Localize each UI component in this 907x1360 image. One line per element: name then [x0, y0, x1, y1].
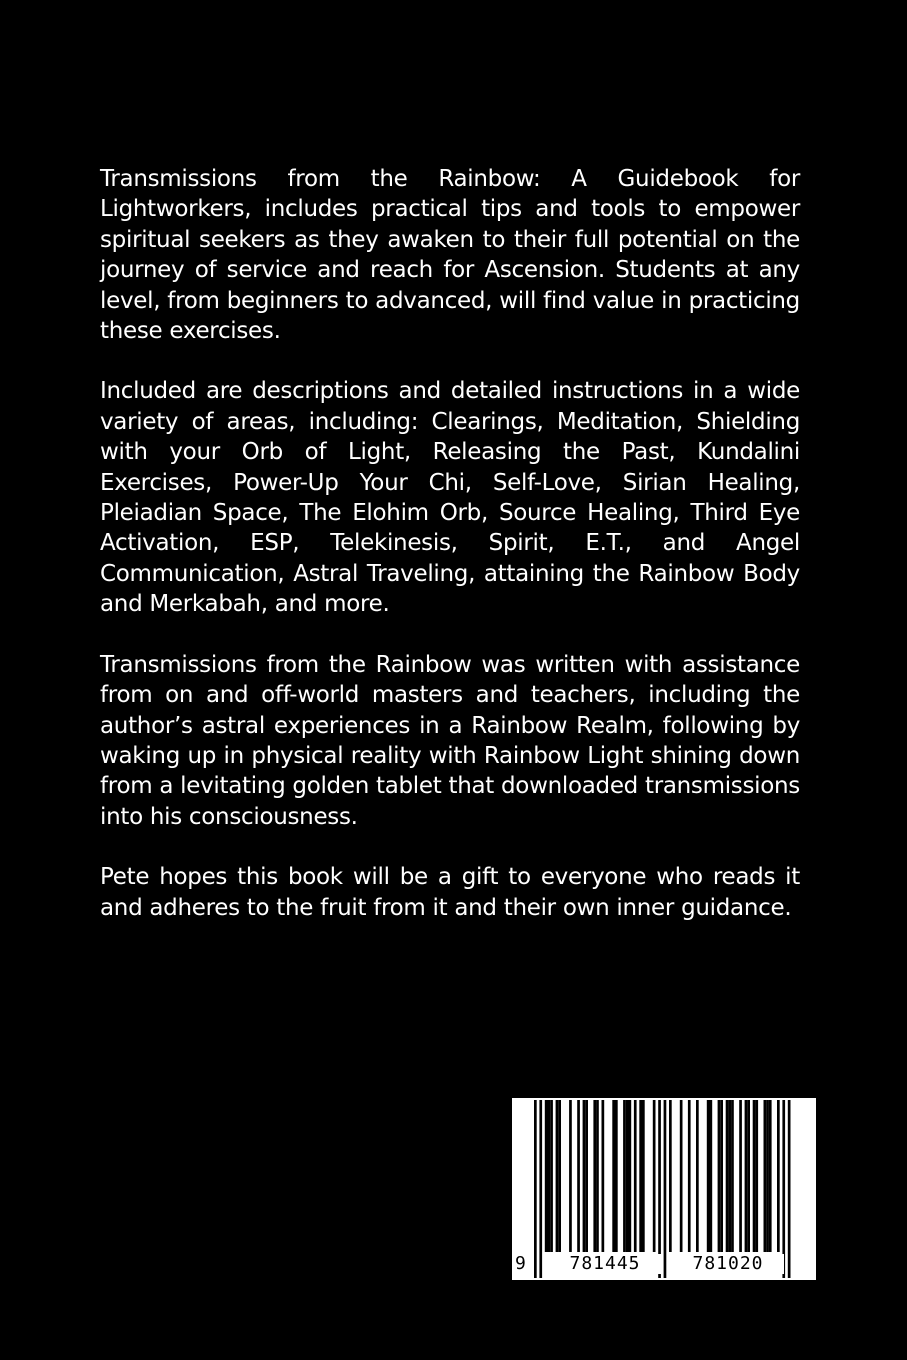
- barcode-bar: [745, 1100, 748, 1252]
- barcode-bar: [545, 1100, 548, 1252]
- isbn-barcode: [512, 1098, 816, 1280]
- barcode-bar: [728, 1100, 731, 1252]
- barcode-bar: [602, 1100, 605, 1252]
- barcode-bar: [558, 1100, 561, 1252]
- barcode-bar: [548, 1100, 551, 1252]
- barcode-bar: [539, 1100, 542, 1278]
- barcode-bar: [766, 1100, 769, 1252]
- barcode-bar: [764, 1100, 767, 1252]
- barcode-bar: [593, 1100, 596, 1252]
- barcode-bar: [688, 1100, 691, 1252]
- barcode-bar: [569, 1100, 572, 1252]
- blurb-paragraph-4: Pete hopes this book will be a gift to everyone who reads it and adheres to the fruit from it and their own inner guidance.: [100, 864, 800, 921]
- barcode-bar: [726, 1100, 729, 1252]
- barcode-bar: [769, 1100, 772, 1252]
- barcode-bar: [629, 1100, 632, 1252]
- barcode-bar: [788, 1100, 791, 1278]
- barcode-bar: [747, 1100, 750, 1252]
- blurb-paragraph-1: Transmissions from the Rainbow: A Guidebook for Lightworkers, includes practical tips and tools to empower spiritual seekers as they awaken to their full potential on the journey of service and reach for Ascension. Students at any level, from beginners to advanced, will find value in practicing these exercises.: [100, 166, 800, 345]
- barcode-first-digit: 9: [515, 1253, 526, 1274]
- barcode-bar: [710, 1100, 713, 1252]
- barcode-right-digits: 781020: [672, 1254, 784, 1274]
- barcode-bar: [664, 1100, 667, 1278]
- barcode-bar: [707, 1100, 710, 1252]
- barcode-bar: [550, 1100, 553, 1252]
- blurb-paragraph-3: Transmissions from the Rainbow was written with assistance from on and off-world masters and teachers, including the author’s astral experiences in a Rainbow Realm, following by waking up in physical reality with Rainbow Light shining down from a levitating golden tablet that downloaded transmissions into his consciousness.: [100, 651, 800, 830]
- barcode-bar: [658, 1100, 661, 1278]
- barcode-bar: [626, 1100, 629, 1252]
- barcode-bar: [583, 1100, 586, 1252]
- blurb-text: [100, 164, 800, 953]
- barcode-bar: [534, 1100, 537, 1278]
- barcode-bar: [596, 1100, 599, 1252]
- barcode-bar: [585, 1100, 588, 1252]
- barcode-bar: [669, 1100, 672, 1252]
- barcode-bar: [696, 1100, 699, 1252]
- barcode-bar: [739, 1100, 742, 1252]
- barcode-bar: [556, 1100, 559, 1252]
- barcode-bars: [512, 1098, 816, 1280]
- barcode-bar: [753, 1100, 756, 1252]
- barcode-bar: [680, 1100, 683, 1252]
- barcode-bar: [577, 1100, 580, 1252]
- barcode-bar: [653, 1100, 656, 1252]
- barcode-bar: [612, 1100, 615, 1252]
- barcode-bar: [777, 1100, 780, 1252]
- barcode-left-digits: 781445: [549, 1254, 661, 1274]
- barcode-bar: [642, 1100, 645, 1252]
- blurb-paragraph-2: Included are descriptions and detailed instructions in a wide variety of areas, including: Clearings, Meditation, Shielding with your Orb of Light, Releasing the Past, Kundalini Exercises, Power-Up Your Chi, Self-Love, Sirian Healing, Pleiadian Space, The Elohim Orb, Source Healing, Third Eye Activation, ESP, Telekinesis, Spirit, E.T., and Angel Communication, Astral Traveling, attaining the Rainbow Body and Merkabah, and more.: [100, 378, 800, 618]
- barcode-bar: [755, 1100, 758, 1252]
- barcode-bar: [718, 1100, 721, 1252]
- barcode-bar: [731, 1100, 734, 1252]
- barcode-bar: [623, 1100, 626, 1252]
- barcode-bar: [615, 1100, 618, 1252]
- barcode-bar: [720, 1100, 723, 1252]
- barcode-bar: [639, 1100, 642, 1252]
- barcode-bar: [634, 1100, 637, 1252]
- barcode-bar: [782, 1100, 785, 1278]
